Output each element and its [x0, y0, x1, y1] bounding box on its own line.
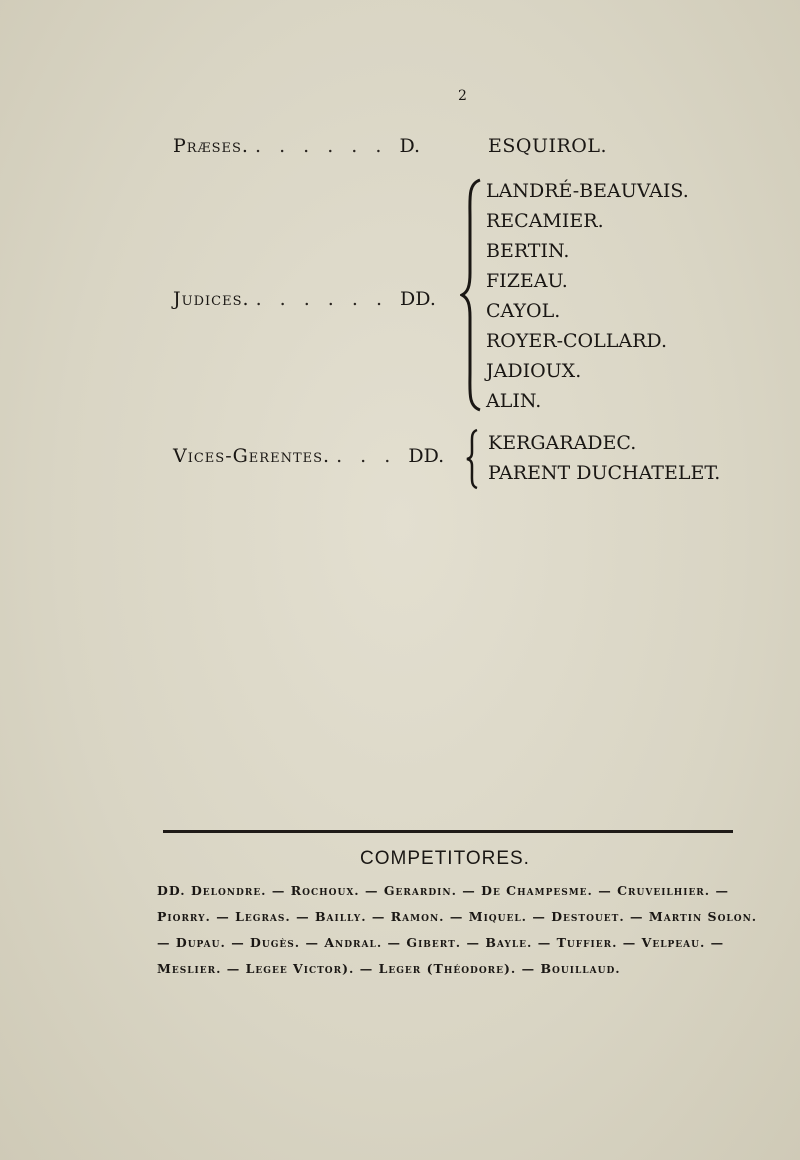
judex-name: ALIN.	[486, 390, 542, 412]
leader-dots: . . . . . .	[254, 135, 400, 157]
curly-brace-icon	[460, 178, 486, 412]
competitores-line: Piorry. — Legras. — Bailly. — Ramon. — Miquel. — Destouet. — Martin Solon.	[157, 909, 758, 924]
competitores-line: Meslier. — Legee Victor). — Leger (Théodore). — Bouillaud.	[157, 961, 621, 976]
judices-label: Judices.	[173, 288, 250, 310]
judex-name: LANDRÉ-BEAUVAIS.	[486, 180, 689, 202]
praeses-name: ESQUIROL.	[488, 135, 608, 157]
competitores-title: COMPETITORES.	[360, 848, 530, 869]
judex-name: JADIOUX.	[486, 360, 582, 382]
leader-dots: . . . . . .	[255, 288, 401, 310]
competitores-list	[157, 878, 758, 982]
judex-name: ROYER-COLLARD.	[486, 330, 667, 352]
vices-row	[173, 445, 444, 467]
judices-row	[173, 288, 436, 310]
page-number: 2	[458, 88, 467, 104]
vices-list	[488, 428, 720, 488]
praeses-label: Præses.	[173, 135, 249, 157]
vices-dd: DD.	[408, 445, 445, 467]
leader-dots: . . .	[336, 445, 409, 467]
vice-name: KERGARADEC.	[488, 432, 637, 454]
vices-label: Vices-Gerentes.	[173, 445, 331, 467]
horizontal-rule	[163, 830, 733, 833]
competitores-line: — Dupau. — Dugès. — Andral. — Gibert. — Bayle. — Tuffier. — Velpeau. —	[157, 935, 725, 950]
judex-name: BERTIN.	[486, 240, 570, 262]
curly-brace-icon	[463, 428, 483, 490]
praeses-dd: D.	[399, 135, 421, 157]
judex-name: RECAMIER.	[486, 210, 604, 232]
praeses-row	[173, 135, 420, 157]
judex-name: CAYOL.	[486, 300, 561, 322]
judices-list	[486, 176, 689, 416]
judex-name: FIZEAU.	[486, 270, 568, 292]
vice-name: PARENT DUCHATELET.	[488, 462, 721, 484]
judices-dd: DD.	[400, 288, 436, 310]
competitores-line: DD. Delondre. — Rochoux. — Gerardin. — De Champesme. — Cruveilhier. —	[157, 883, 729, 898]
